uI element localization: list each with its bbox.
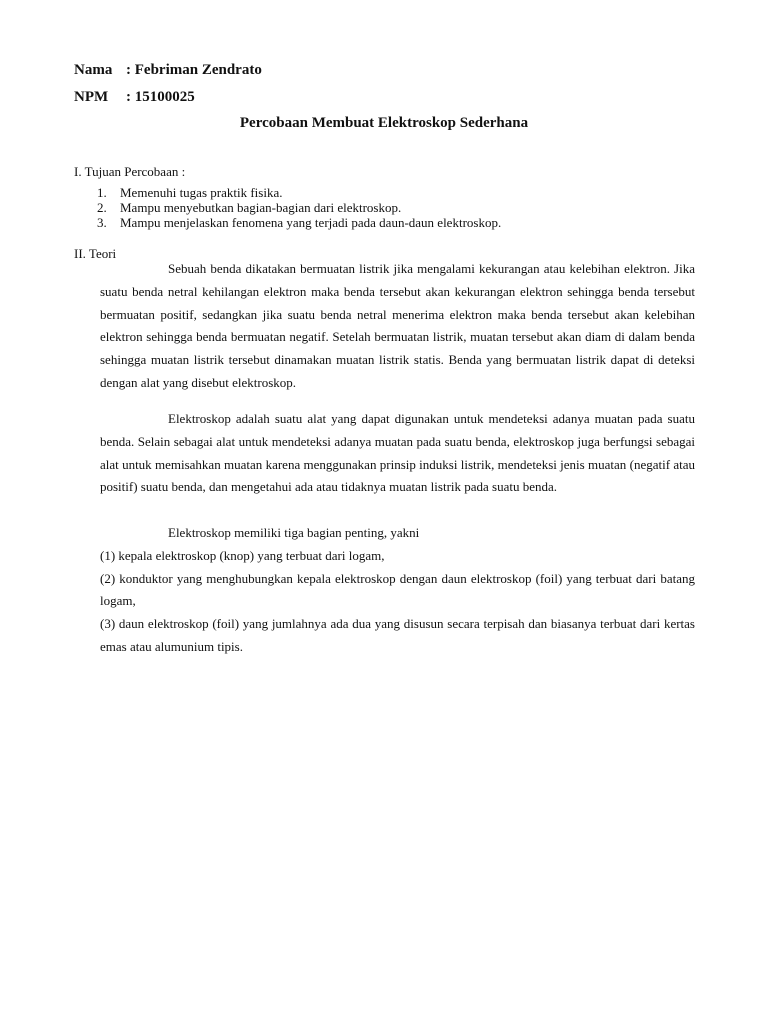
list-item <box>97 185 501 200</box>
list-number: 3. <box>97 215 107 230</box>
nama-label: Nama <box>74 62 113 78</box>
list-number: 2. <box>97 200 107 215</box>
nama-row <box>74 62 262 79</box>
parts-block <box>100 522 695 659</box>
npm-value: : 15100025 <box>126 89 195 105</box>
theory-paragraph-2: Elektroskop adalah suatu alat yang dapat digunakan untuk mendeteksi adanya muatan pada suatu benda. Selain sebagai alat untuk mendeteksi adanya muatan pada suatu benda, elektroskop juga berfungsi sebagai alat untuk memisahkan muatan karena menggunakan prinsip induksi listrik, mendeteksi jenis muatan (negatif atau positif) suatu benda, dan mengetahui ada atau tidaknya muatan listrik pada suatu benda. <box>100 411 695 495</box>
part-item: (1) kepala elektroskop (knop) yang terbuat dari logam, <box>100 547 385 563</box>
list-number: 1. <box>97 185 107 200</box>
document-title: Percobaan Membuat Elektroskop Sederhana <box>239 115 529 131</box>
npm-label: NPM <box>74 89 109 105</box>
nama-value: : Febriman Zendrato <box>126 62 262 78</box>
part-item: (3) daun elektroskop (foil) yang jumlahnya ada dua yang disusun secara terpisah dan biasanya terbuat dari kertas emas atau alumunium tipis. <box>100 616 695 654</box>
list-item <box>97 215 501 230</box>
goals-list <box>97 185 501 230</box>
section-heading-tujuan: I. Tujuan Percobaan : <box>74 164 186 179</box>
part-item: (2) konduktor yang menghubungkan kepala elektroskop dengan daun elektroskop (foil) yang terbuat dari batang logam, <box>100 570 695 609</box>
list-text: Memenuhi tugas praktik fisika. <box>120 185 283 200</box>
theory-paragraph-1: Sebuah benda dikatakan bermuatan listrik jika mengalami kekurangan atau kelebihan elektron. Jika suatu benda netral kehilangan elektron maka benda tersebut akan kekurangan elektron sehingga benda tersebut bermuatan positif, sedangkan jika suatu benda netral menerima elektron maka benda tersebut akan kelebihan elektron sehingga benda bermuatan negatif. Setelah bermuatan listrik, muatan tersebut akan diam di dalam benda sehingga muatan listrik tersebut dinamakan muatan listrik statis. Benda yang bermuatan listrik dapat di deteksi dengan alat yang disebut elektroskop. <box>100 261 695 390</box>
list-text: Mampu menyebutkan bagian-bagian dari elektroskop. <box>120 200 402 215</box>
parts-intro: Elektroskop memiliki tiga bagian penting, yakni <box>168 525 420 540</box>
list-text: Mampu menjelaskan fenomena yang terjadi pada daun-daun elektroskop. <box>120 215 502 230</box>
npm-row <box>74 89 195 106</box>
section-heading-teori: II. Teori <box>74 246 117 261</box>
list-item <box>97 200 501 215</box>
